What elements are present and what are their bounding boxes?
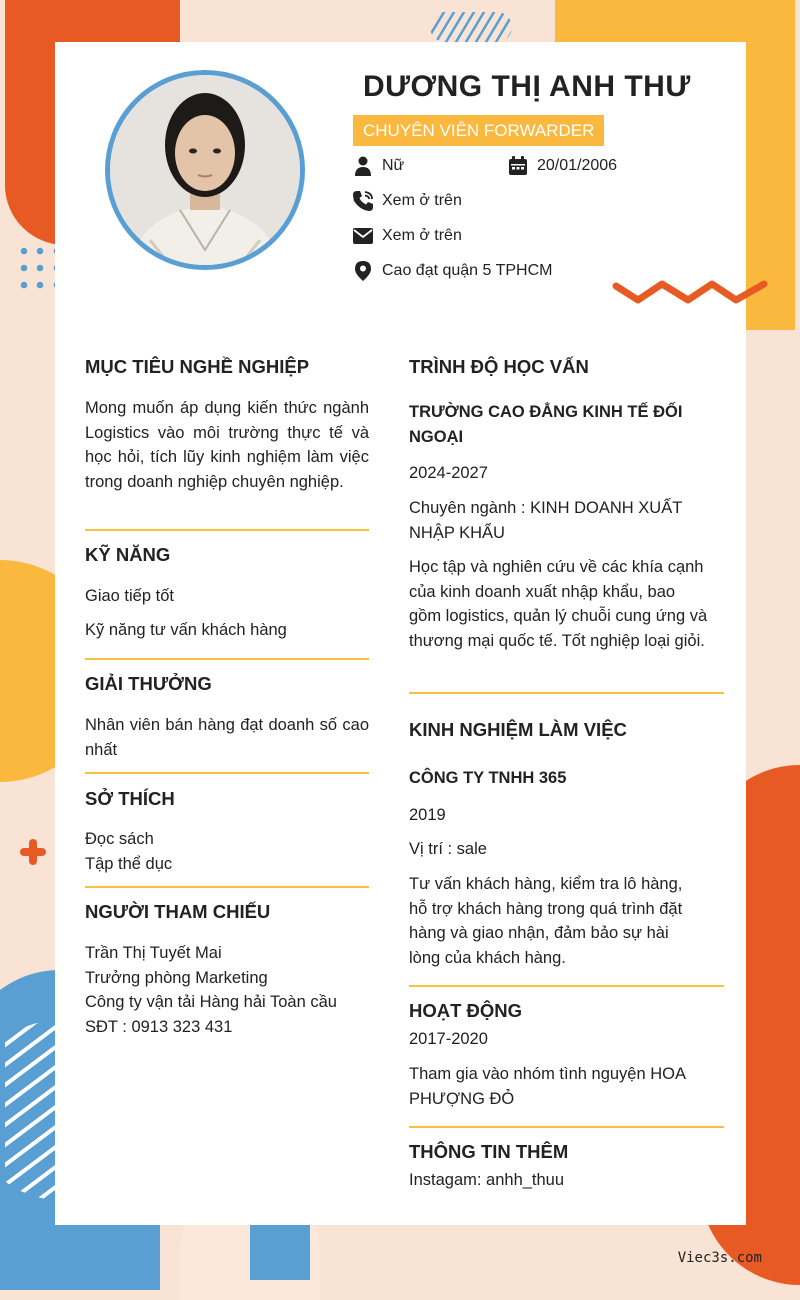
activities-years: 2017-2020: [409, 1030, 488, 1048]
job-title-badge: CHUYÊN VIÊN FORWARDER: [353, 115, 604, 146]
birthday-value: 20/01/2006: [537, 157, 618, 174]
skill-item: Giao tiếp tốt: [85, 587, 174, 605]
awards-text: Nhân viên bán hàng đạt doanh số cao nhất: [85, 716, 369, 759]
candidate-name: DƯƠNG THỊ ANH THƯ: [363, 70, 691, 103]
education-years: 2024-2027: [409, 464, 488, 482]
experience-year: 2019: [409, 806, 446, 824]
envelope-icon: [352, 225, 374, 247]
person-icon: [352, 155, 374, 177]
activities-title: HOẠT ĐỘNG: [409, 1000, 523, 1021]
education-title: TRÌNH ĐỘ HỌC VẤN: [409, 356, 589, 377]
divider: [85, 658, 369, 660]
skills-title: KỸ NĂNG: [85, 544, 171, 565]
gender-value: Nữ: [382, 157, 405, 174]
hobbies-title: SỞ THÍCH: [85, 788, 175, 809]
decor-zigzag: [612, 278, 772, 306]
location-pin-icon: [352, 260, 374, 282]
email-info: [352, 225, 462, 247]
reference-name: Trần Thị Tuyết Mai: [85, 944, 222, 962]
objective-title: MỤC TIÊU NGHỀ NGHIỆP: [85, 356, 310, 377]
divider: [85, 886, 369, 888]
reference-phone: SĐT : 0913 323 431: [85, 1018, 233, 1036]
extra-info-title: THÔNG TIN THÊM: [409, 1141, 569, 1162]
divider: [409, 985, 724, 987]
phone-value: Xem ở trên: [382, 192, 462, 209]
experience-position: Vị trí : sale: [409, 840, 487, 858]
objective-text: Mong muốn áp dụng kiến thức ngành Logistics vào môi trường thực tế và học hỏi, tích lũy kinh nghiệm làm việc trong doanh nghiệp chuyên nghiệp.: [85, 399, 369, 491]
references-title: NGƯỜI THAM CHIẾU: [85, 901, 271, 922]
email-value: Xem ở trên: [382, 227, 462, 244]
phone-icon: [352, 190, 374, 212]
watermark: Viec3s.com: [677, 1250, 762, 1266]
divider: [85, 772, 369, 774]
avatar-portrait: [110, 75, 300, 265]
decor-plus-sign: [20, 838, 46, 866]
phone-info: [352, 190, 462, 212]
skill-item: Kỹ năng tư vấn khách hàng: [85, 621, 287, 639]
divider: [409, 1126, 724, 1128]
education-major: Chuyên ngành : KINH DOANH XUẤT NHẬP KHẨU: [409, 499, 682, 542]
education-description: Học tập và nghiên cứu về các khía cạnh của kinh doanh xuất nhập khẩu, bao gồm logistics, quản lý chuỗi cung ứng và thương mại quốc tế. Tốt nghiệp loại giỏi.: [409, 558, 708, 650]
gender-info: [352, 155, 404, 177]
reference-company: Công ty vận tải Hàng hải Toàn cầu: [85, 993, 337, 1011]
address-info: [352, 260, 552, 282]
experience-title: KINH NGHIỆM LÀM VIỆC: [409, 719, 627, 740]
hobby-item: Tập thể dục: [85, 855, 173, 873]
decor-stripe-circle-top: [430, 12, 512, 44]
school-name: TRƯỜNG CAO ĐẲNG KINH TẾ ĐỐI NGOẠI: [409, 403, 683, 446]
experience-description: Tư vấn khách hàng, kiểm tra lô hàng, hỗ trợ khách hàng trong quá trình đặt hàng và giao nhận, đảm bảo sự hài lòng của khách hàng.: [409, 875, 683, 967]
activities-text: Tham gia vào nhóm tình nguyện HOA PHƯỢNG ĐỎ: [409, 1065, 686, 1108]
calendar-icon: [507, 155, 529, 177]
awards-title: GIẢI THƯỞNG: [85, 673, 212, 694]
avatar: [105, 70, 305, 270]
company-name: CÔNG TY TNHH 365: [409, 769, 567, 787]
address-value: Cao đạt quận 5 TPHCM: [382, 262, 553, 279]
hobby-item: Đọc sách: [85, 830, 154, 848]
divider: [85, 529, 369, 531]
birthday-info: [507, 155, 617, 177]
instagram-text: Instagam: anhh_thuu: [409, 1171, 565, 1189]
divider: [409, 692, 724, 694]
decor-stripe-half-circle-left: [5, 1020, 60, 1200]
reference-position: Trưởng phòng Marketing: [85, 969, 268, 987]
